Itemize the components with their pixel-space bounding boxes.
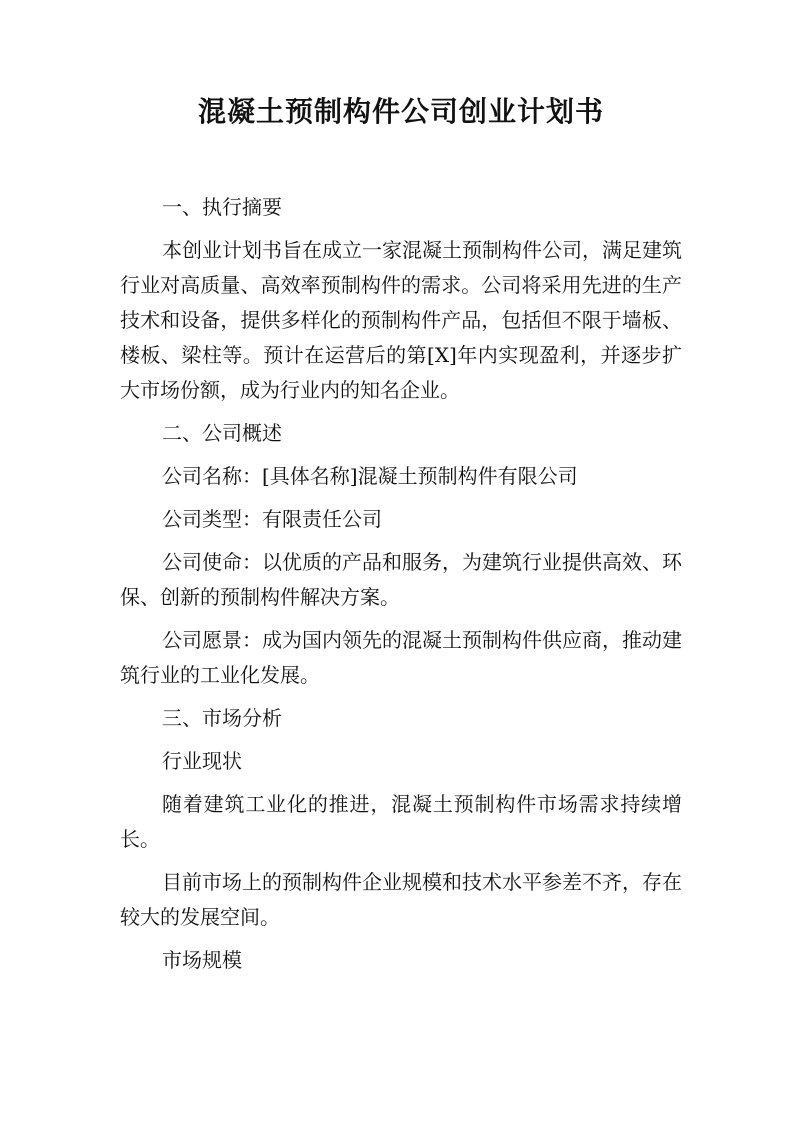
section-heading-executive-summary: 一、执行摘要	[162, 195, 282, 219]
company-vision-paragraph: 公司愿景：成为国内领先的混凝土预制构件供应商，推动建筑行业的工业化发展。	[120, 628, 682, 687]
executive-summary-paragraph: 本创业计划书旨在成立一家混凝土预制构件公司，满足建筑行业对高质量、高效率预制构件的需求。公司将采用先进的生产技术和设备，提供多样化的预制构件产品，包括但不限于墙板、楼板、梁柱等。预计在运营后的第[X]年内实现盈利，并逐步扩大市场份额，成为行业内的知名企业。	[120, 238, 682, 402]
company-mission-paragraph: 公司使命：以优质的产品和服务，为建筑行业提供高效、环保、创新的预制构件解决方案。	[120, 550, 682, 609]
industry-status-paragraph-1: 随着建筑工业化的推进，混凝土预制构件市场需求持续增长。	[120, 792, 682, 851]
company-name-paragraph: 公司名称：[具体名称]混凝土预制构件有限公司	[162, 464, 578, 488]
company-type-paragraph: 公司类型：有限责任公司	[162, 507, 382, 531]
section-heading-company-overview: 二、公司概述	[162, 421, 282, 445]
industry-status-paragraph-2: 目前市场上的预制构件企业规模和技术水平参差不齐，存在较大的发展空间。	[120, 870, 682, 929]
subheading-industry-status: 行业现状	[162, 749, 242, 773]
section-heading-market-analysis: 三、市场分析	[162, 706, 282, 730]
document-title: 混凝土预制构件公司创业计划书	[197, 95, 604, 128]
subheading-market-size: 市场规模	[162, 948, 242, 972]
